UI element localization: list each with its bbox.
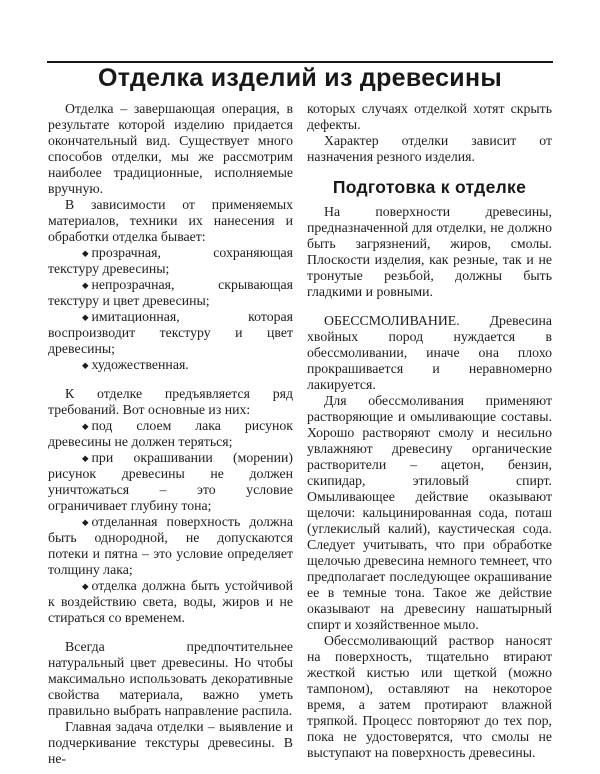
bullet-text: под слоем лака рисунок древесины не должен теряться;	[48, 418, 293, 449]
bullet-diamond-icon: ◆	[82, 248, 89, 258]
bullet-diamond-icon: ◆	[82, 517, 89, 527]
bullet-text: отделанная поверхность должна быть однородной, не допускаются потеки и пятна – это условие определяет толщину лака;	[48, 514, 293, 577]
bullet-text: имитационная, которая воспроизводит текстуру и цвет древесины;	[48, 309, 293, 356]
paragraph: Обессмоливающий раствор наносят на поверхность, тщательно втирают жесткой кистью или щеткой (можно тампоном), оставляют на некоторое время, а затем протирают влажной тряпкой. Процесс повторяют до тех пор, пока не удостоверятся, что смолы не выступают на поверхность древесины.	[307, 633, 552, 760]
bullet-diamond-icon: ◆	[82, 581, 89, 591]
text-columns	[48, 101, 552, 767]
title-rule	[47, 61, 553, 63]
bullet-diamond-icon: ◆	[82, 421, 89, 431]
bullet-diamond-icon: ◆	[82, 280, 89, 290]
paragraph: Главная задача отделки – выявление и подчеркивание текстуры древесины. В не-	[48, 719, 293, 766]
paragraph: Отделка – завершающая операция, в результате которой изделию придается окончательный вид. Существует много способов отделки, мы же рассмотрим наиболее традиционные, исполняемые вручную.	[48, 101, 293, 196]
bullet-item	[48, 578, 293, 626]
paragraph: ОБЕССМОЛИВАНИЕ. Древесина хвойных пород нуждается в обессмоливании, иначе она плохо прокрашивается и неравномерно лакируется.	[307, 313, 552, 392]
bullet-diamond-icon: ◆	[82, 453, 89, 463]
bullet-diamond-icon: ◆	[82, 312, 89, 322]
bullet-text: прозрачная, сохраняющая текстуру древесины;	[48, 245, 293, 276]
bullet-item	[48, 418, 293, 450]
paragraph: Всегда предпочтительнее натуральный цвет древесины. Но чтобы максимально использовать декоративные свойства материала, важно уметь правильно выбрать направление распила.	[48, 639, 293, 718]
section-heading: Подготовка к отделке	[332, 177, 527, 197]
left-column	[48, 101, 293, 767]
paragraph: Для обессмоливания применяют растворяющие и омыливающие составы. Хорошо растворяют смолу и несильно увлажняют древесину органические растворители – ацетон, бензин, скипидар, этиловый спирт. Омыливающее действие оказывают щелочи: кальцинированная сода, поташ (углекислый калий), каустическая сода. Следует учитывать, что при обработке щелочью древесина немного темнеет, что предполагает последующее окрашивание ее в темные тона. Такое же действие оказывают на древесину нашатырный спирт и хозяйственное мыло.	[307, 393, 552, 632]
page-title: Отделка изделий из древесины	[97, 64, 503, 92]
bullet-text: непрозрачная, скрывающая текстуру и цвет древесины;	[48, 277, 293, 308]
paragraph: К отделке предъявляется ряд требований. Вот основные из них:	[48, 386, 293, 417]
paragraph: На поверхности древесины, предназначенной для отделки, не должно быть загрязнений, жиров, смолы. Плоскости изделия, как резные, так и не тронутые резьбой, должны быть гладкими и ровными.	[307, 204, 552, 299]
bullet-text: художественная.	[91, 357, 189, 372]
bullet-item	[48, 277, 293, 309]
bullet-item	[48, 309, 293, 357]
bullet-text: при окрашивании (морении) рисунок древесины не должен уничтожаться – это условие ограничивает глубину тона;	[48, 450, 293, 513]
bullet-diamond-icon: ◆	[82, 360, 89, 370]
bullet-item	[48, 514, 293, 578]
right-column	[307, 101, 552, 767]
bullet-item	[48, 357, 293, 373]
bullet-item	[48, 245, 293, 277]
bullet-item	[48, 450, 293, 514]
bullet-text: отделка должна быть устойчивой к воздействию света, воды, жиров и не стираться со временем.	[48, 578, 293, 625]
paragraph-continuation: которых случаях отделкой хотят скрыть дефекты.	[307, 101, 552, 132]
paragraph: В зависимости от применяемых материалов, техники их нанесения и обработки отделка бывает:	[48, 197, 293, 244]
paragraph: Характер отделки зависит от назначения резного изделия.	[307, 133, 552, 164]
